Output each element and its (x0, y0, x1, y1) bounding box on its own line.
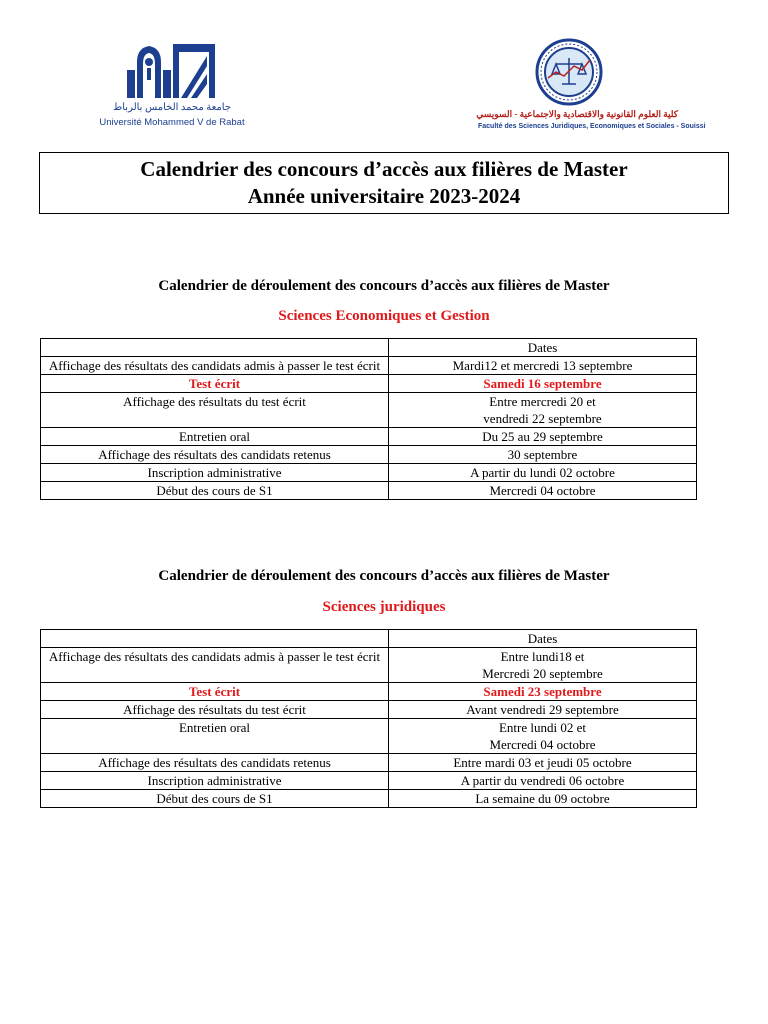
row-label: Affichage des résultats du test écrit (41, 393, 389, 428)
row-date: Entre lundi 02 et Mercredi 04 octobre (389, 719, 697, 754)
row-label: Entretien oral (41, 428, 389, 446)
university-name-arabic: جامعة محمد الخامس بالرباط (112, 102, 232, 113)
row-label: Affichage des résultats des candidats admis à passer le test écrit (41, 357, 389, 375)
schedule-table-economics (40, 338, 697, 500)
row-label: Entretien oral (41, 719, 389, 754)
row-date: Entre mercredi 20 et vendredi 22 septembre (389, 393, 697, 428)
table-row (41, 754, 697, 772)
row-date: Entre lundi18 et Mercredi 20 septembre (389, 648, 697, 683)
university-name-french: Université Mohammed V de Rabat (99, 117, 245, 128)
row-label: Début des cours de S1 (41, 482, 389, 500)
row-label: Affichage des résultats des candidats retenus (41, 446, 389, 464)
table-row (41, 772, 697, 790)
row-date: 30 septembre (389, 446, 697, 464)
header-cell-label (41, 630, 389, 648)
table-row (41, 464, 697, 482)
row-date: La semaine du 09 octobre (389, 790, 697, 808)
schedule-table-law (40, 629, 697, 808)
row-label: Affichage des résultats des candidats retenus (41, 754, 389, 772)
faculty-name-arabic: كلية العلوم القانونية والاقتصادية والاجتماعية - السويسي (476, 109, 678, 119)
faculty-logo (476, 38, 706, 138)
row-date: Entre mardi 03 et jeudi 05 octobre (389, 754, 697, 772)
header-cell-label (41, 339, 389, 357)
table-header-row (41, 339, 697, 357)
header-cell-dates: Dates (389, 339, 697, 357)
row-label: Début des cours de S1 (41, 790, 389, 808)
section-subheading: Sciences juridiques (322, 599, 446, 615)
section-heading: Calendrier de déroulement des concours d’accès aux filières de Master (158, 568, 610, 584)
row-label: Inscription administrative (41, 772, 389, 790)
row-label: Affichage des résultats du test écrit (41, 701, 389, 719)
table-row (41, 790, 697, 808)
row-date: A partir du lundi 02 octobre (389, 464, 697, 482)
row-date: Samedi 23 septembre (389, 683, 697, 701)
table-row (41, 428, 697, 446)
table-header-row (41, 630, 697, 648)
table-row (41, 701, 697, 719)
table-row-highlight (41, 375, 697, 393)
faculty-seal-icon (534, 38, 604, 106)
row-date: Mercredi 04 octobre (389, 482, 697, 500)
university-emblem-icon (125, 40, 217, 100)
table-row (41, 648, 697, 683)
row-date: A partir du vendredi 06 octobre (389, 772, 697, 790)
section-subheading: Sciences Economiques et Gestion (278, 308, 490, 324)
table-row (41, 393, 697, 428)
row-label: Test écrit (41, 375, 389, 393)
row-date: Avant vendredi 29 septembre (389, 701, 697, 719)
university-logo (97, 40, 247, 136)
table-row (41, 446, 697, 464)
row-date: Mardi12 et mercredi 13 septembre (389, 357, 697, 375)
table-row (41, 482, 697, 500)
row-label: Affichage des résultats des candidats admis à passer le test écrit (41, 648, 389, 683)
header-cell-dates: Dates (389, 630, 697, 648)
academic-year: Année universitaire 2023-2024 (247, 184, 521, 208)
table-row (41, 357, 697, 375)
faculty-name-french: Faculté des Sciences Juridiques, Economiques et Sociales - Souissi (478, 123, 706, 130)
row-date: Samedi 16 septembre (389, 375, 697, 393)
table-row-highlight (41, 683, 697, 701)
table-row (41, 719, 697, 754)
row-label: Test écrit (41, 683, 389, 701)
row-date: Du 25 au 29 septembre (389, 428, 697, 446)
row-label: Inscription administrative (41, 464, 389, 482)
document-title-box (39, 152, 729, 214)
document-title: Calendrier des concours d’accès aux filières de Master (140, 157, 628, 181)
section-heading: Calendrier de déroulement des concours d’accès aux filières de Master (158, 278, 610, 294)
